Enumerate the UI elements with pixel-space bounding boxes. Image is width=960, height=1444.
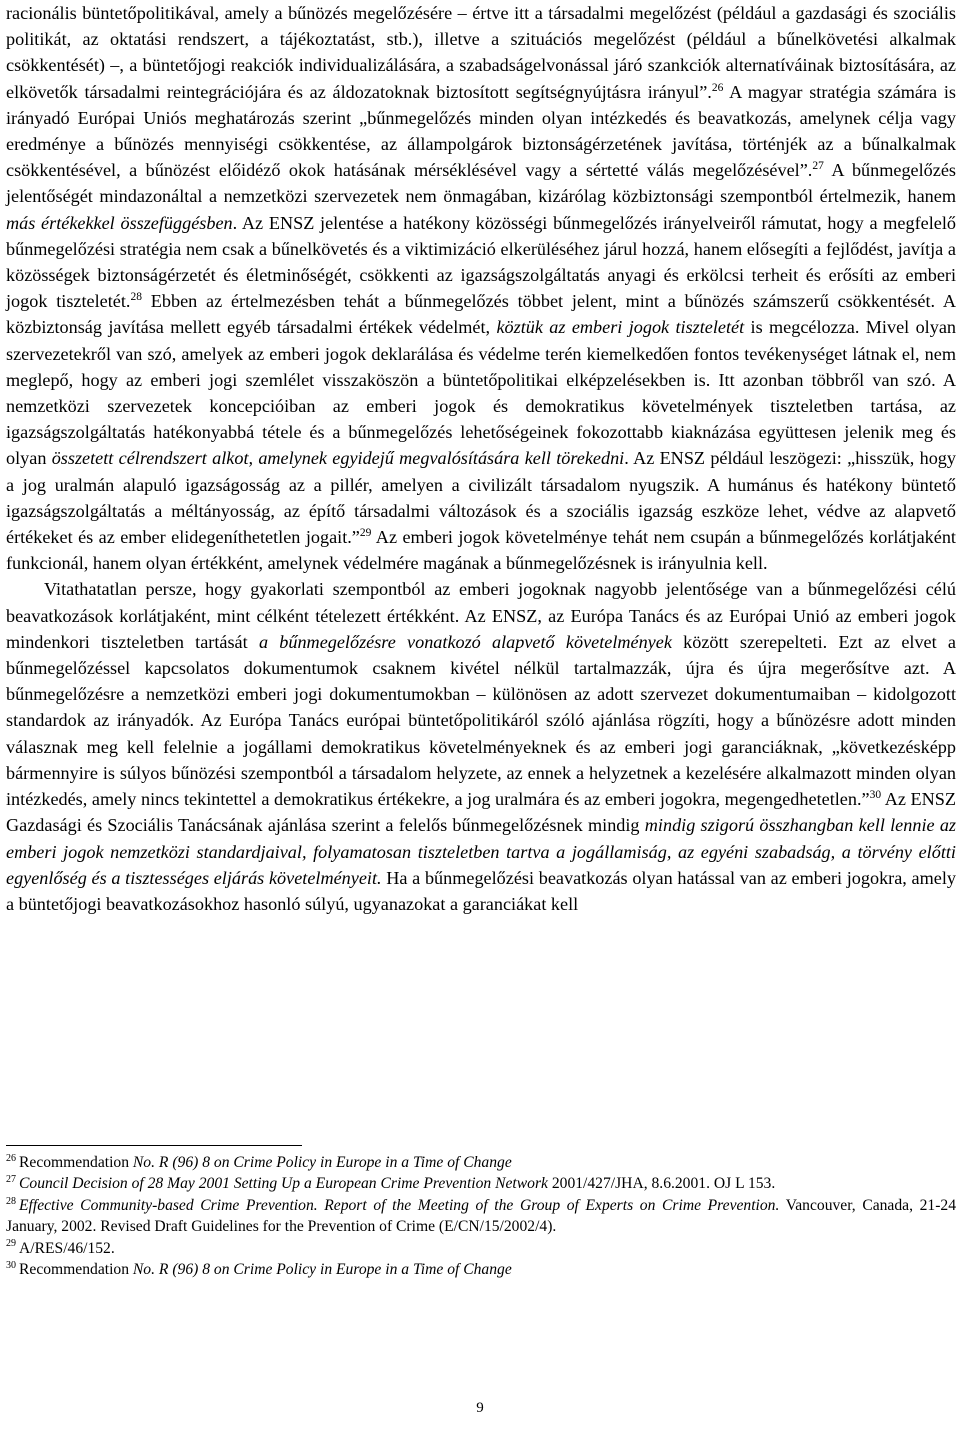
text-run: Az emberi jogok követelménye tehát nem csupán a bűnmegelőzés korlátjaként funkcionál, hanem olyan értékként, amelynek védelmére magának a bűnmegelőzésnek is irányulnia kell.: [6, 527, 956, 574]
text-run: Vancouver, Canada, 21-24 January, 2002. Revised Draft Guidelines for the Prevention of Crime (E/CN/15/2002/4).: [6, 1196, 956, 1236]
italic-text: No. R (96) 8 on Crime Policy in Europe in a Time of Change: [132, 1154, 512, 1171]
text-run: Recommendation: [19, 1261, 133, 1279]
text-run: A bűnmegelőzés jelentőségét mindazonáltal a nemzetközi szervezetek nem önmagában, kizárólag közbiztonsági szempontból értelmezik, hanem: [6, 160, 956, 207]
footnote-number: 29: [6, 1238, 16, 1250]
footnote-26: [6, 1152, 956, 1173]
text-run: Az ENSZ Gazdasági és Szociális Tanácsának ajánlása szerint a felelős bűnmegelőzésnek mindig: [6, 789, 957, 836]
footnote-28: [6, 1195, 956, 1238]
footnote-ref: 30: [869, 789, 882, 802]
italic-text: köztük az emberi jogok tiszteletét: [496, 317, 745, 338]
text-run: között szerepelteti. Ezt az elvet a bűnmegelőzéssel kapcsolatos dokumentumok csaknem kivétel nélkül tartalmazzák, újra és újra megerősítve azt. A bűnmegelőzésre a nemzetközi emberi jogi dokumentumokban – különösen az adott szervezet dokumentumaiban – kidolgozott standardok az irányadók. Az Európa Tanács európai büntetőpolitikáról szóló ajánlása rögzíti, hogy a bűnözésre adott minden válasznak meg kell felelnie a jogállami demokratikus követelményeknek és az emberi jogi garanciáknak, „következésképp bármennyire is súlyos bűnözési szempontból a társadalom helyzete, az ennek a helyzetnek a kezelésére alkalmazott minden olyan intézkedés, amely nincs tekintettel a demokratikus értékekre, a jog uralmára és az emberi jogokra, megengedhetetlen.”: [6, 631, 956, 810]
paragraph-1: [6, 0, 956, 576]
text-run: 2001/427/JHA, 8.6.2001. OJ L 153.: [547, 1175, 776, 1193]
italic-text: más értékekkel összefüggésben: [6, 212, 233, 233]
italic-text: mindig szigorú összhangban kell lennie az emberi jogok nemzetközi standardjaival, folyamatosan tiszteletben tartva a jogállamiság, az egyéni szabadság, a törvény előtti egyenlőség és a tisztességes eljárás követelményeit.: [6, 815, 956, 888]
footnote-number: 30: [6, 1259, 16, 1271]
text-run: is megcélozza. Mivel olyan szervezetekről van szó, amelyek az emberi jogok deklarálása és védelme terén kiemelkedően fontos tevékenységet látnak el, nem meglepő, hogy az emberi jogi szemlélet visszaköszön a büntetőpolitikai elképzelésekben is. Itt azonban többről van szó. A nemzetközi szervezetek koncepcióiban az emberi jogok és demokratikus követelmények tiszteletben tartása, az igazságszolgáltatás hatékonyabbá tétele és a bűnmegelőzés lehetőségeinek fokozottabb kiaknázása együttesen jelenik meg és olyan: [6, 317, 956, 469]
italic-text: összetett célrendszert alkot, amelynek egyidejű megvalósítására kell törekedni: [51, 448, 625, 469]
text-run: Recommendation: [19, 1154, 133, 1171]
paragraph-2: [6, 576, 956, 917]
text-run: Ebben az értelmezésben tehát a bűnmegelőzés többet jelent, mint a bűnözés számszerű csökkentését. A közbiztonság javítása mellett egyéb társadalmi értékek védelmét,: [6, 291, 956, 338]
text-run: Vitathatatlan persze, hogy gyakorlati szempontból az emberi jogoknak nagyobb jelentősége van a bűnmegelőzési célú beavatkozások korlátjaként, mint célként tételezett értékként. Az ENSZ, az Európa Tanács és az Európai Unió az emberi jogok mindenkori tiszteletben tartását: [6, 579, 956, 652]
text-run: . Az ENSZ például leszögezi: „hisszük, hogy a jog uralmán alapuló igazságosság az a pillér, amelyen a civilizált társadalom nyugszik. A humánus és hatékony büntető igazságszolgáltatás a méltányosság, az építő társadalmi változások és a szociális igazság eszköze lehet, védve az alapvető értékeket és az ember elidegeníthetetlen jogait.”: [6, 448, 956, 548]
text-run: Ha a bűnmegelőzési beavatkozás olyan hatással van az emberi jogokra, amely a büntetőjogi beavatkozásokhoz hasonló súlyú, ugyanazokat a garanciákat kell: [6, 867, 956, 914]
footnotes: [6, 1152, 956, 1280]
text-run: A magyar stratégia számára is irányadó Európai Uniós meghatározás szerint „bűnmegelőzés minden olyan intézkedés és beavatkozás, amelynek célja vagy eredménye a bűnözés mennyiségi csökkentése, az állampolgárok biztonságérzetének javítása, történjék az a bűnalkalmak csökkentésével, a bűnözést előidéző okok hatásának mérséklésével vagy a sértetté válás megelőzésével”.: [6, 81, 956, 181]
italic-text: a bűnmegelőzésre vonatkozó alapvető követelmények: [258, 631, 672, 652]
footnote-number: 27: [6, 1174, 16, 1186]
footnote-ref: 26: [711, 81, 724, 94]
footnote-ref: 29: [359, 527, 372, 539]
italic-text: Council Decision of 28 May 2001 Setting Up a European Crime Prevention Network: [19, 1175, 548, 1193]
footnote-number: 26: [6, 1152, 16, 1164]
page-number: 9: [476, 1400, 484, 1416]
footnote-27: [6, 1173, 956, 1194]
footnote-separator: [6, 1145, 302, 1146]
footnote-ref: 27: [812, 160, 824, 173]
footnote-ref: 28: [130, 291, 142, 304]
body-text: [6, 0, 956, 917]
text-run: . Az ENSZ jelentése a hatékony közösségi bűnmegelőzés irányelveiről rámutat, hogy a megfelelő bűnmegelőzési stratégia nem csak a bűnelkövetés és a viktimizáció elkerüléséhez járul hozzá, hanem elősegíti a fejlődést, javítja a közösségek biztonságérzetét és életminőségét, csökkenti az igazságszolgáltatás anyagi és erkölcsi terheit és erősíti az emberi jogok tiszteletét.: [6, 212, 956, 312]
italic-text: No. R (96) 8 on Crime Policy in Europe in a Time of Change: [132, 1261, 512, 1279]
text-run: A/RES/46/152.: [19, 1239, 115, 1257]
footnote-number: 28: [6, 1195, 16, 1207]
text-run: racionális büntetőpolitikával, amely a bűnözés megelőzésére – értve itt a társadalmi megelőzést (például a gazdasági és szociális politikát, az oktatási rendszert, a tájékoztatást, stb.), illetve a szituációs megelőzést (például a bűnelkövetési alkalmak csökkentését) –, a büntetőjogi reakciók individualizálására, a szabadságelvonással járó szankciók alternatíváinak biztosítására, az elkövetők társadalmi reintegrációjára és az áldozatoknak biztosított segítségnyújtásra irányul”.: [6, 3, 956, 102]
italic-text: Effective Community-based Crime Prevention. Report of the Meeting of the Group of Experts on Crime Prevention.: [19, 1196, 780, 1214]
footnote-30: [6, 1259, 956, 1280]
footnote-29: [6, 1238, 956, 1259]
